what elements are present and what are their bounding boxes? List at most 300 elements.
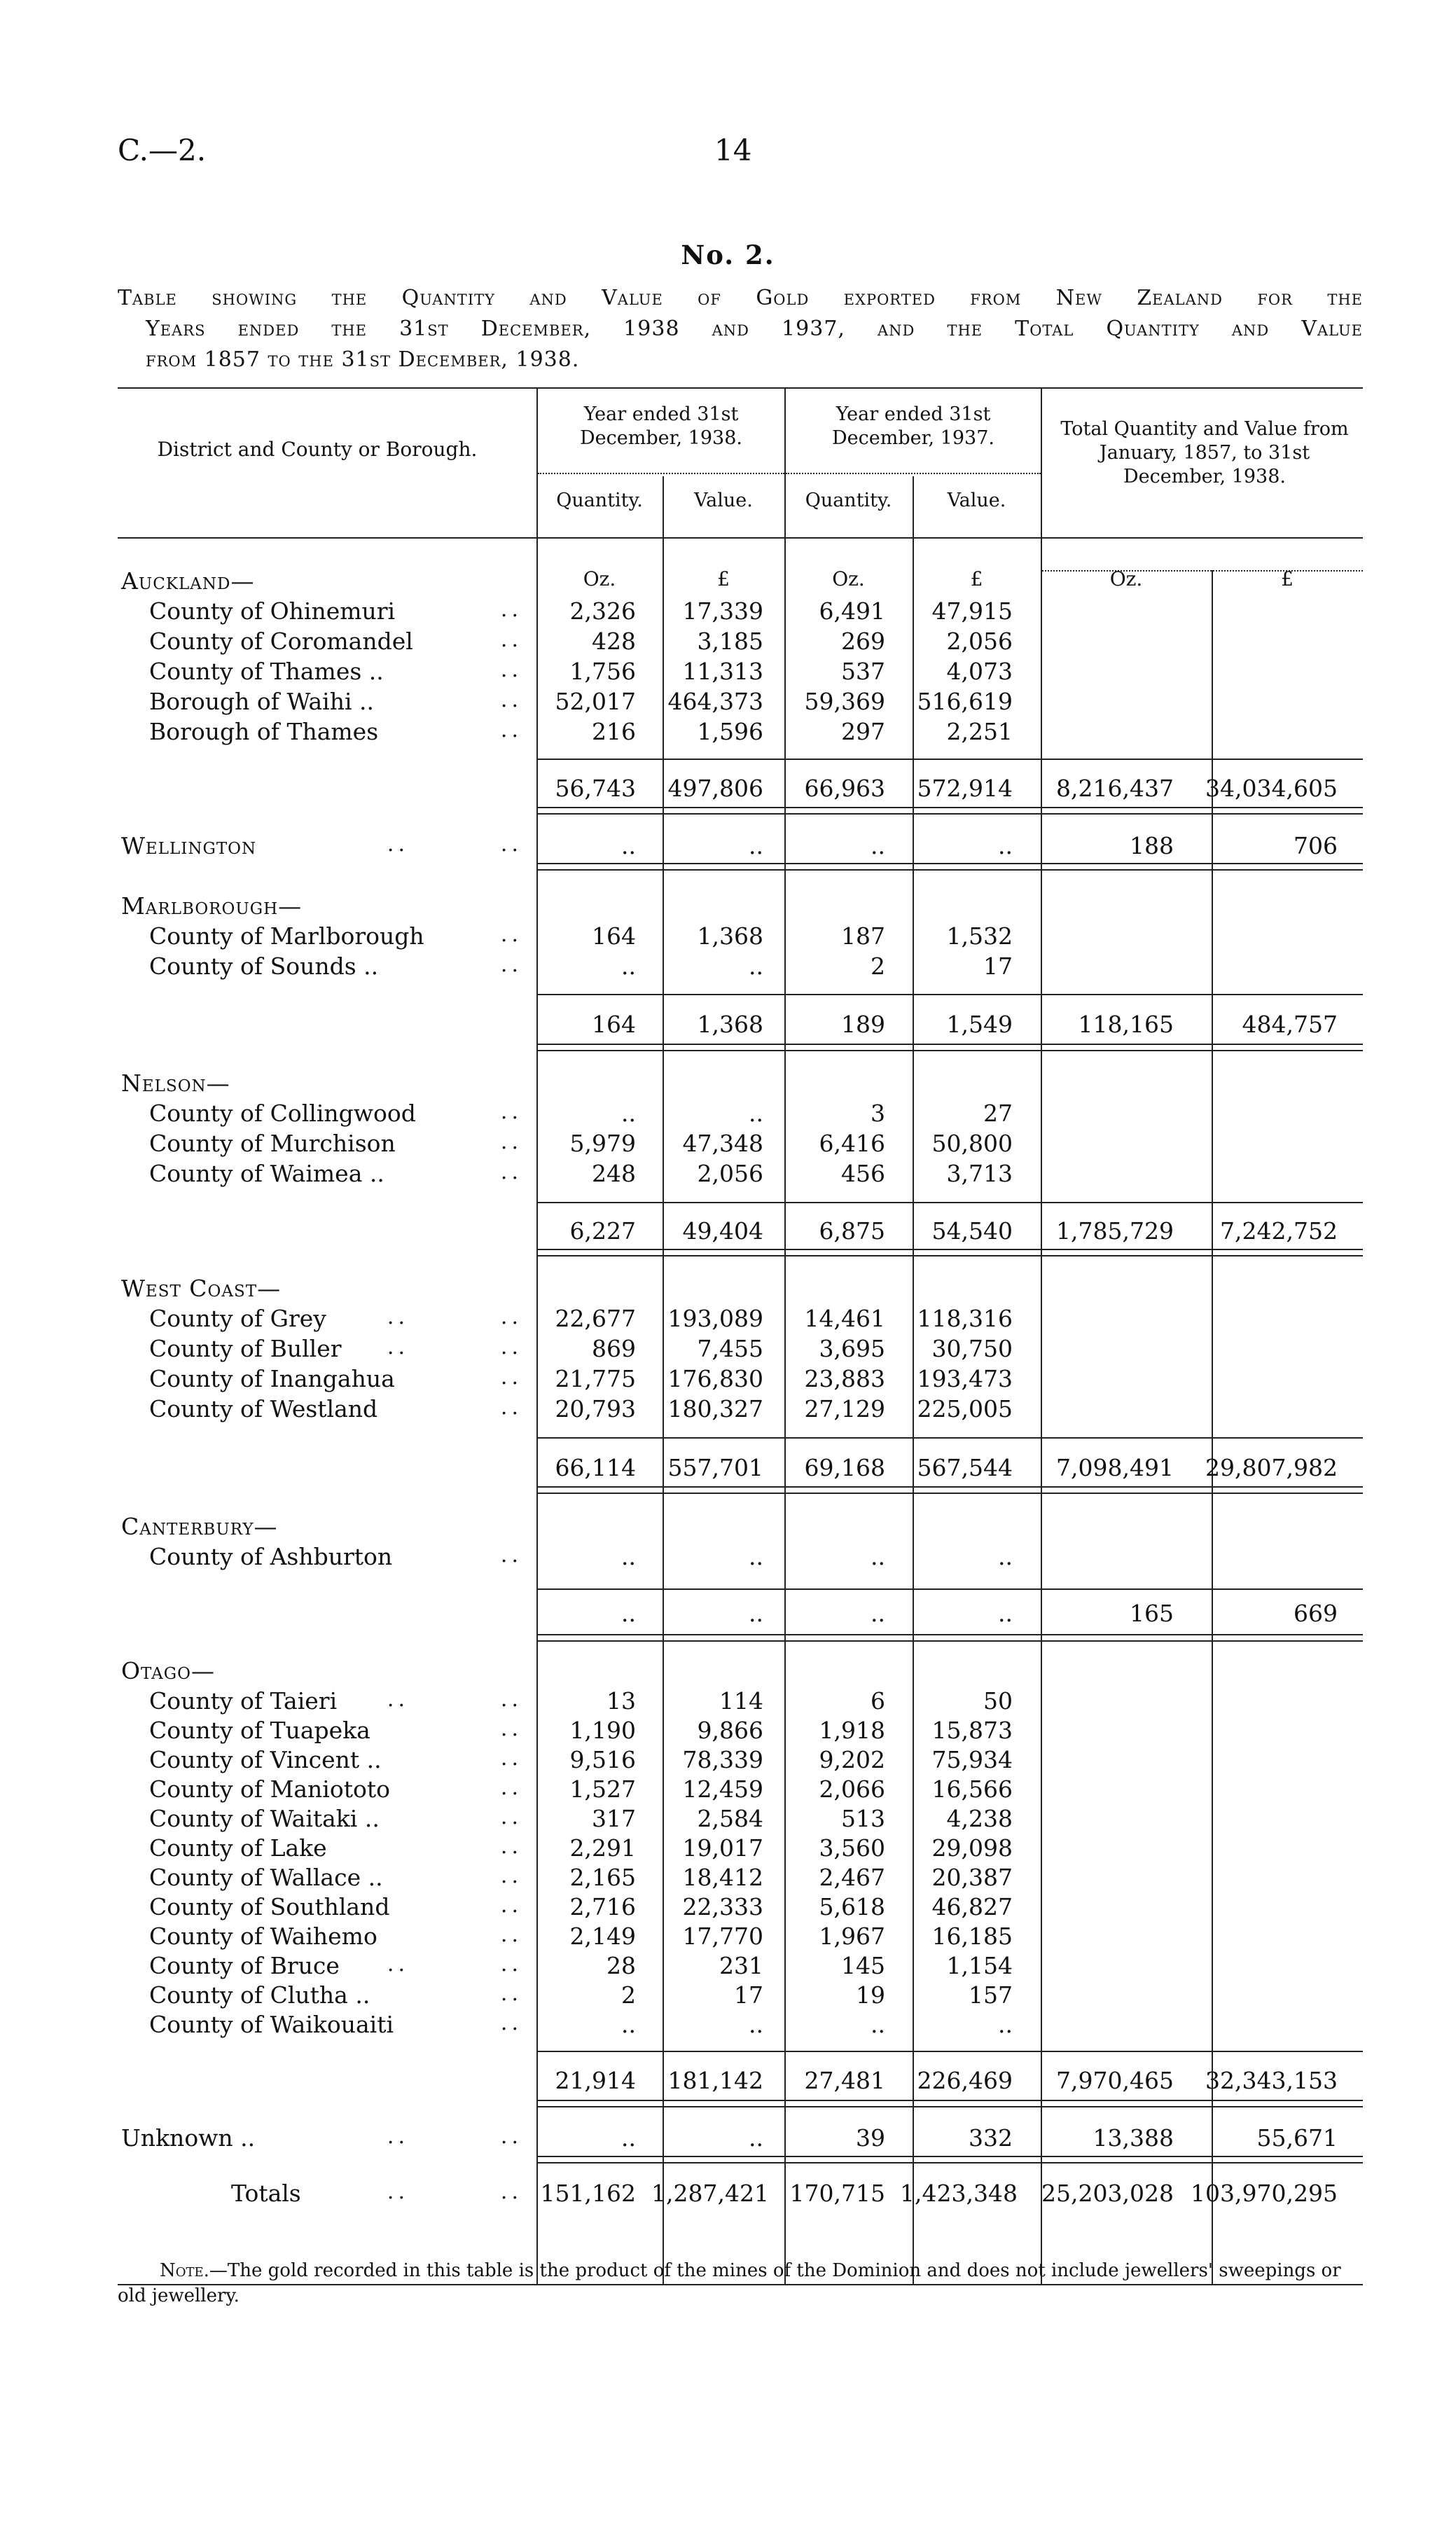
row-label: County of Taieri (149, 1687, 338, 1715)
subtotal-value-1938: 181,142 (667, 2067, 763, 2094)
cell-value-1938: .. (749, 1100, 763, 1127)
cell-quantity-1938: 2,291 (569, 1834, 636, 1862)
leader-dots: .. (500, 1805, 522, 1829)
cell-value-1937: 2,251 (946, 718, 1013, 745)
total-quantity: 188 (1130, 832, 1174, 859)
cell-value-1937: 75,934 (931, 1746, 1013, 1773)
table-row (0, 597, 1456, 627)
cell-quantity-1937: 187 (841, 922, 885, 950)
table-row (0, 658, 1456, 687)
table-row (0, 1100, 1456, 1129)
cell-quantity-1937: 9,202 (819, 1746, 885, 1773)
leader-dots: .. (387, 832, 409, 857)
footnote-text: —The gold recorded in this table is the product of the mines of the Dominion and does not include jewellers' sweepings or old jewellery. (118, 2260, 1341, 2306)
page-reference: C.—2. (118, 133, 207, 167)
subtotal-value-1938: 557,701 (667, 1454, 763, 1481)
cell-quantity-1938: 216 (592, 718, 636, 745)
cell-value-1938: 19,017 (682, 1834, 763, 1862)
cell-quantity-1938: 164 (592, 922, 636, 950)
cell-quantity-1938: 317 (592, 1805, 636, 1832)
subheader-rule-1937 (786, 473, 1041, 474)
row-label: County of Marlborough (149, 922, 424, 950)
table-row (0, 1952, 1456, 1981)
table-top-rule (118, 387, 1363, 389)
cell-quantity-1937: .. (871, 2011, 885, 2038)
cell-quantity-1937: .. (871, 1543, 885, 1570)
district-name: Unknown .. (121, 2124, 256, 2152)
leader-dots: .. (500, 1543, 522, 1567)
subtotal-value-1938: 497,806 (667, 775, 763, 802)
subtotal-row (0, 2124, 1456, 2154)
cell-quantity-1938: 5,979 (569, 1130, 636, 1157)
subtotal-top-rule (536, 1202, 1363, 1203)
cell-value-1937: 46,827 (931, 1893, 1013, 1920)
cell-value-1938: 12,459 (682, 1775, 763, 1803)
table-row (0, 1687, 1456, 1717)
leader-dots: .. (500, 922, 522, 947)
footnote (118, 2258, 1363, 2308)
subtotal-value-1937: 567,544 (917, 1454, 1013, 1481)
cell-quantity-1938: 1,190 (569, 1717, 636, 1744)
cell-value-1937: 27 (983, 1100, 1013, 1127)
cell-value-1937: 4,238 (946, 1805, 1013, 1832)
cell-value-1937: 4,073 (946, 658, 1013, 685)
cell-value-1938: 9,866 (697, 1717, 763, 1744)
subtotal-quantity-1938: .. (621, 2124, 636, 2152)
cell-value-1938: 231 (719, 1952, 763, 1979)
cell-quantity-1938: 869 (592, 1335, 636, 1362)
cell-quantity-1938: 428 (592, 628, 636, 655)
cell-quantity-1938: 2 (621, 1981, 636, 2009)
row-label: County of Buller (149, 1335, 342, 1362)
subtotal-value-1937: .. (998, 832, 1013, 859)
cell-value-1937: 30,750 (931, 1335, 1013, 1362)
subtotal-row (0, 2067, 1456, 2096)
row-label: County of Grey (149, 1305, 326, 1332)
cell-value-1937: 225,005 (917, 1395, 1013, 1422)
row-label: County of Wallace .. (149, 1864, 383, 1891)
grand-total-quantity-1937: 170,715 (789, 2180, 885, 2207)
cell-quantity-1938: 1,527 (569, 1775, 636, 1803)
subtotal-row (0, 775, 1456, 804)
leader-dots: .. (500, 1100, 522, 1124)
leader-dots: .. (500, 1923, 522, 1947)
page-number: 14 (714, 133, 752, 167)
subtotal-top-rule (536, 1437, 1363, 1439)
subtotal-top-rule (536, 1588, 1363, 1590)
cell-value-1937: 1,532 (946, 922, 1013, 950)
leader-dots: .. (500, 953, 522, 977)
cell-value-1938: 114 (719, 1687, 763, 1715)
district-name: Auckland— (121, 567, 255, 595)
leader-dots: .. (500, 1160, 522, 1184)
leader-dots: .. (387, 1687, 409, 1712)
section-heading (0, 567, 1456, 597)
cell-value-1937: 3,713 (946, 1160, 1013, 1187)
leader-dots: .. (387, 2124, 409, 2149)
col-header-1938: Year ended 31st December, 1938. (580, 403, 742, 449)
leader-dots: .. (500, 1834, 522, 1859)
table-row (0, 2011, 1456, 2040)
subtotal-row (0, 832, 1456, 861)
row-label: County of Thames .. (149, 658, 384, 685)
table-row (0, 953, 1456, 982)
row-label: County of Tuapeka (149, 1717, 370, 1744)
leader-dots: .. (500, 1952, 522, 1976)
subtotal-quantity-1937: 27,481 (804, 2067, 885, 2094)
total-value: 669 (1294, 1600, 1338, 1627)
cell-quantity-1937: 2 (871, 953, 885, 980)
total-quantity: 7,098,491 (1056, 1454, 1174, 1481)
cell-value-1938: .. (749, 2011, 763, 2038)
cell-value-1937: .. (998, 2011, 1013, 2038)
grand-total-value-1937: 1,423,348 (900, 2180, 1018, 2207)
totals-label: Totals (231, 2180, 301, 2207)
leader-dots: .. (500, 628, 522, 652)
grand-total-quantity: 25,203,028 (1041, 2180, 1174, 2207)
table-row (0, 1893, 1456, 1923)
col-header-1937: Year ended 31st December, 1937. (832, 403, 994, 449)
grand-total-value-1938: 1,287,421 (651, 2180, 769, 2207)
subtotal-row (0, 1011, 1456, 1040)
cell-value-1938: 11,313 (682, 658, 763, 685)
table-row (0, 1717, 1456, 1746)
subtotal-quantity-1937: 6,875 (819, 1217, 885, 1245)
row-label: County of Maniototo (149, 1775, 390, 1803)
cell-value-1937: 2,056 (946, 628, 1013, 655)
subtotal-quantity-1938: .. (621, 832, 636, 859)
total-quantity: 13,388 (1093, 2124, 1174, 2152)
leader-dots: .. (500, 1365, 522, 1390)
section-heading (0, 892, 1456, 922)
cell-quantity-1937: 3,695 (819, 1335, 885, 1362)
cell-value-1937: 118,316 (917, 1305, 1013, 1332)
row-label: County of Westland (149, 1395, 378, 1422)
cell-value-1938: 2,056 (697, 1160, 763, 1187)
table-row (0, 1746, 1456, 1775)
grand-total-value: 103,970,295 (1191, 2180, 1338, 2207)
row-label: County of Coromandel (149, 628, 413, 655)
table-row (0, 1805, 1456, 1834)
cell-value-1938: .. (749, 953, 763, 980)
total-quantity: 118,165 (1078, 1011, 1174, 1038)
section-heading (0, 1069, 1456, 1099)
subtotal-value-1938: .. (749, 1600, 763, 1627)
table-row (0, 1160, 1456, 1189)
row-label: County of Sounds .. (149, 953, 379, 980)
subtotal-quantity-1937: 69,168 (804, 1454, 885, 1481)
table-row (0, 1543, 1456, 1572)
cell-quantity-1938: 2,716 (569, 1893, 636, 1920)
leader-dots: .. (500, 1775, 522, 1800)
table-number: No. 2. (681, 240, 775, 270)
cell-value-1938: 17,339 (682, 597, 763, 625)
leader-dots: .. (500, 688, 522, 712)
subheader-rule-1938 (538, 473, 784, 474)
table-row (0, 1335, 1456, 1364)
cell-quantity-1937: 19 (856, 1981, 885, 2009)
table-row (0, 1864, 1456, 1893)
subtotal-value-1938: 49,404 (682, 1217, 763, 1245)
row-label: County of Waitaki .. (149, 1805, 380, 1832)
cell-quantity-1937: 1,967 (819, 1923, 885, 1950)
table-row (0, 688, 1456, 717)
cell-quantity-1938: 2,165 (569, 1864, 636, 1891)
district-name: Otago— (121, 1657, 215, 1684)
cell-value-1938: .. (749, 1543, 763, 1570)
leader-dots: .. (500, 2180, 522, 2204)
subtotal-bottom-rule (536, 2100, 1363, 2107)
cell-quantity-1938: 248 (592, 1160, 636, 1187)
subtotal-quantity-1938: 164 (592, 1011, 636, 1038)
cell-value-1938: 193,089 (667, 1305, 763, 1332)
subtotal-quantity-1938: 66,114 (555, 1454, 636, 1481)
leader-dots: .. (387, 1952, 409, 1976)
cell-quantity-1937: 2,467 (819, 1864, 885, 1891)
subtotal-quantity-1937: .. (871, 832, 885, 859)
cell-quantity-1937: 59,369 (804, 688, 885, 715)
row-label: County of Waimea .. (149, 1160, 384, 1187)
cell-value-1937: 17 (983, 953, 1013, 980)
leader-dots: .. (387, 2180, 409, 2204)
subtotal-value-1937: 332 (969, 2124, 1013, 2152)
cell-quantity-1938: 20,793 (555, 1395, 636, 1422)
cell-value-1937: 29,098 (931, 1834, 1013, 1862)
cell-quantity-1938: 22,677 (555, 1305, 636, 1332)
cell-quantity-1937: 456 (841, 1160, 885, 1187)
footnote-label: Note. (160, 2260, 209, 2281)
cell-value-1938: 22,333 (682, 1893, 763, 1920)
total-value: 34,034,605 (1205, 775, 1338, 802)
cell-quantity-1938: 2,326 (569, 597, 636, 625)
col-header-value-1937: Value. (947, 490, 1006, 511)
subtotal-quantity-1937: .. (871, 1600, 885, 1627)
total-value: 55,671 (1256, 2124, 1338, 2152)
subtotal-quantity-1937: 66,963 (804, 775, 885, 802)
table-title (118, 283, 1363, 375)
row-label: County of Lake (149, 1834, 327, 1862)
leader-dots: .. (500, 1130, 522, 1154)
subtotal-bottom-rule (536, 2156, 1363, 2163)
leader-dots: .. (500, 832, 522, 857)
subtotal-value-1937: 1,549 (946, 1011, 1013, 1038)
leader-dots: .. (500, 1893, 522, 1918)
row-label: County of Ashburton (149, 1543, 393, 1570)
total-quantity: 165 (1130, 1600, 1174, 1627)
cell-value-1937: 193,473 (917, 1365, 1013, 1392)
leader-dots: .. (500, 1687, 522, 1712)
table-row (0, 1130, 1456, 1159)
cell-quantity-1937: 27,129 (804, 1395, 885, 1422)
leader-dots: .. (387, 1305, 409, 1329)
leader-dots: .. (500, 658, 522, 682)
col-header-total: Total Quantity and Value from January, 1857, to 31st December, 1938. (1060, 418, 1349, 487)
section-heading (0, 1513, 1456, 1542)
total-value: 484,757 (1242, 1011, 1338, 1038)
total-value: 29,807,982 (1205, 1454, 1338, 1481)
section-heading (0, 1275, 1456, 1304)
cell-quantity-1937: 1,918 (819, 1717, 885, 1744)
cell-value-1937: 15,873 (931, 1717, 1013, 1744)
subtotal-bottom-rule (536, 1249, 1363, 1256)
cell-value-1938: 180,327 (667, 1395, 763, 1422)
table-row (0, 628, 1456, 657)
unit-oz: Oz. (1109, 567, 1143, 590)
cell-quantity-1937: 537 (841, 658, 885, 685)
cell-quantity-1937: 2,066 (819, 1775, 885, 1803)
leader-dots: .. (500, 1305, 522, 1329)
cell-value-1937: 16,566 (931, 1775, 1013, 1803)
subtotal-bottom-rule (536, 1044, 1363, 1051)
total-value: 706 (1294, 832, 1338, 859)
subtotal-value-1937: 226,469 (917, 2067, 1013, 2094)
leader-dots: .. (500, 1717, 522, 1741)
leader-dots: .. (500, 1864, 522, 1888)
cell-value-1937: 16,185 (931, 1923, 1013, 1950)
cell-value-1937: 20,387 (931, 1864, 1013, 1891)
subtotal-value-1938: .. (749, 2124, 763, 2152)
unit-oz: Oz. (832, 567, 865, 590)
row-label: County of Murchison (149, 1130, 396, 1157)
cell-quantity-1937: 3,560 (819, 1834, 885, 1862)
cell-value-1938: 18,412 (682, 1864, 763, 1891)
total-value: 7,242,752 (1220, 1217, 1338, 1245)
row-label: County of Vincent .. (149, 1746, 382, 1773)
subtotal-value-1937: .. (998, 1600, 1013, 1627)
subtotal-row (0, 1454, 1456, 1483)
cell-quantity-1937: 6,491 (819, 597, 885, 625)
cell-value-1938: 176,830 (667, 1365, 763, 1392)
cell-quantity-1937: 297 (841, 718, 885, 745)
total-quantity: 1,785,729 (1056, 1217, 1174, 1245)
cell-quantity-1938: 28 (606, 1952, 636, 1979)
subtotal-value-1937: 572,914 (917, 775, 1013, 802)
cell-quantity-1937: 14,461 (804, 1305, 885, 1332)
cell-quantity-1938: 9,516 (569, 1746, 636, 1773)
row-label: County of Ohinemuri (149, 597, 396, 625)
cell-quantity-1937: 23,883 (804, 1365, 885, 1392)
district-name: Canterbury— (121, 1513, 278, 1540)
row-label: County of Collingwood (149, 1100, 416, 1127)
leader-dots: .. (500, 2011, 522, 2035)
subtotal-row (0, 1600, 1456, 1629)
subtotal-quantity-1937: 189 (841, 1011, 885, 1038)
total-quantity: 7,970,465 (1056, 2067, 1174, 2094)
subtotal-value-1938: 1,368 (697, 1011, 763, 1038)
district-name: West Coast— (121, 1275, 282, 1302)
table-row (0, 1923, 1456, 1952)
table-row (0, 1395, 1456, 1425)
subtotal-top-rule (536, 2051, 1363, 2052)
subtotal-row (0, 1217, 1456, 1247)
leader-dots: .. (500, 2124, 522, 2149)
cell-value-1937: 50 (983, 1687, 1013, 1715)
cell-quantity-1938: 52,017 (555, 688, 636, 715)
row-label: County of Waihemo (149, 1923, 377, 1950)
subtotal-bottom-rule (536, 1486, 1363, 1494)
cell-quantity-1938: 21,775 (555, 1365, 636, 1392)
row-label: County of Waikouaiti (149, 2011, 394, 2038)
subtotal-quantity-1938: 21,914 (555, 2067, 636, 2094)
subtotal-quantity-1938: .. (621, 1600, 636, 1627)
total-quantity: 8,216,437 (1056, 775, 1174, 802)
row-label: Borough of Thames (149, 718, 379, 745)
cell-value-1937: 1,154 (946, 1952, 1013, 1979)
unit-pound: £ (717, 567, 730, 590)
cell-quantity-1937: 6 (871, 1687, 885, 1715)
cell-quantity-1938: .. (621, 953, 636, 980)
subtotal-bottom-rule (536, 1634, 1363, 1642)
row-label: County of Clutha .. (149, 1981, 370, 2009)
unit-pound: £ (970, 567, 983, 590)
subtotal-bottom-rule (536, 863, 1363, 871)
cell-value-1937: 157 (969, 1981, 1013, 2009)
cell-quantity-1938: 2,149 (569, 1923, 636, 1950)
cell-value-1938: 78,339 (682, 1746, 763, 1773)
subtotal-quantity-1938: 56,743 (555, 775, 636, 802)
cell-value-1938: 3,185 (697, 628, 763, 655)
cell-value-1938: 7,455 (697, 1335, 763, 1362)
table-row (0, 1305, 1456, 1334)
col-header-value-1938: Value. (694, 490, 753, 511)
subtotal-top-rule (536, 994, 1363, 995)
cell-quantity-1937: 269 (841, 628, 885, 655)
cell-value-1937: 47,915 (931, 597, 1013, 625)
cell-value-1937: .. (998, 1543, 1013, 1570)
table-row (0, 1775, 1456, 1805)
col-header-district: District and County or Borough. (157, 438, 478, 461)
cell-quantity-1937: 5,618 (819, 1893, 885, 1920)
cell-quantity-1938: .. (621, 2011, 636, 2038)
cell-value-1937: 516,619 (917, 688, 1013, 715)
leader-dots: .. (500, 1981, 522, 2006)
table-row (0, 1834, 1456, 1864)
col-header-quantity-1938: Quantity. (556, 490, 643, 511)
grand-total-quantity-1938: 151,162 (540, 2180, 636, 2207)
leader-dots: .. (500, 718, 522, 742)
cell-value-1938: 464,373 (667, 688, 763, 715)
cell-value-1938: 1,596 (697, 718, 763, 745)
cell-value-1938: 1,368 (697, 922, 763, 950)
cell-quantity-1938: 1,756 (569, 658, 636, 685)
leader-dots: .. (500, 1746, 522, 1771)
cell-value-1938: 47,348 (682, 1130, 763, 1157)
leader-dots: .. (500, 1335, 522, 1359)
district-name: Wellington (121, 832, 257, 859)
cell-quantity-1938: 13 (606, 1687, 636, 1715)
subtotal-quantity-1938: 6,227 (569, 1217, 636, 1245)
cell-quantity-1938: .. (621, 1100, 636, 1127)
unit-pound: £ (1281, 567, 1294, 590)
subtotal-value-1937: 54,540 (931, 1217, 1013, 1245)
table-title-line: from 1857 to the 31st December, 1938. (146, 347, 580, 372)
cell-quantity-1937: 6,416 (819, 1130, 885, 1157)
row-label: County of Inangahua (149, 1365, 395, 1392)
total-value: 32,343,153 (1205, 2067, 1338, 2094)
cell-value-1938: 17 (734, 1981, 763, 2009)
totals-row (0, 2180, 1456, 2209)
cell-value-1937: 50,800 (931, 1130, 1013, 1157)
leader-dots: .. (387, 1335, 409, 1359)
table-row (0, 1365, 1456, 1394)
cell-quantity-1937: 3 (871, 1100, 885, 1127)
leader-dots: .. (500, 1395, 522, 1420)
subtotal-top-rule (536, 759, 1363, 760)
col-header-quantity-1937: Quantity. (805, 490, 892, 511)
row-label: County of Southland (149, 1893, 390, 1920)
subtotal-bottom-rule (536, 807, 1363, 815)
cell-quantity-1937: 513 (841, 1805, 885, 1832)
